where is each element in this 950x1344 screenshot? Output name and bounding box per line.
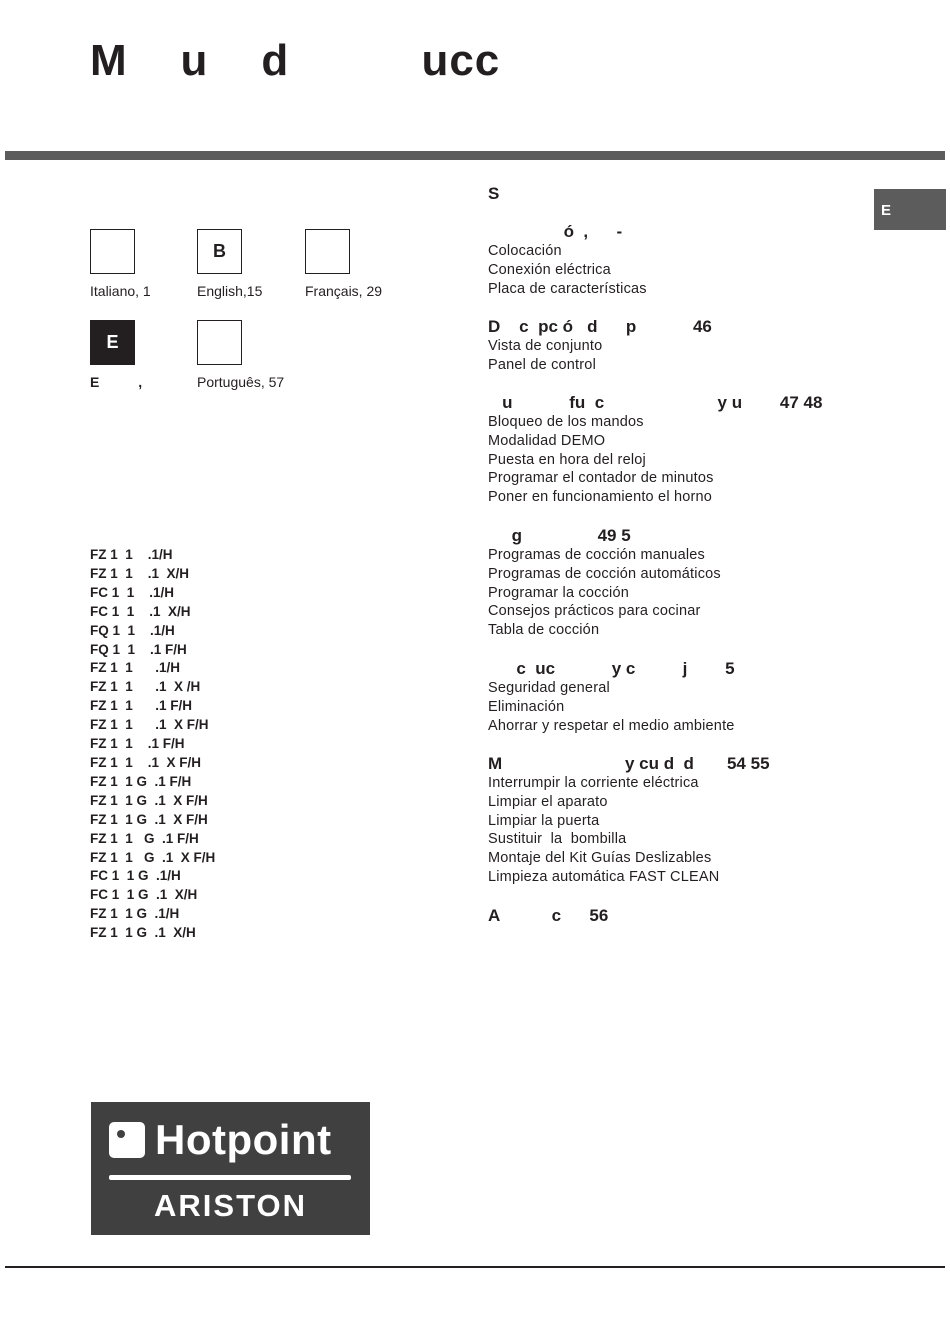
- logo-sub-text: ARISTON: [154, 1188, 307, 1223]
- language-box-active: E: [90, 320, 135, 365]
- model-item: FZ 1 1 G .1 X F/H: [90, 792, 208, 808]
- toc-heading: M y cu d d 54 55: [488, 754, 770, 773]
- toc-item[interactable]: Sustituir la bombilla: [488, 831, 627, 848]
- model-item: FZ 1 1 .1 X F/H: [90, 717, 209, 733]
- model-item: FC 1 1 G .1 X/H: [90, 887, 198, 903]
- header-divider: [5, 151, 945, 160]
- toc-item[interactable]: Montaje del Kit Guías Deslizables: [488, 850, 712, 867]
- toc-item[interactable]: Interrumpir la corriente eléctrica: [488, 775, 699, 791]
- toc-item[interactable]: Poner en funcionamiento el horno: [488, 489, 713, 506]
- model-item: FQ 1 1 .1/H: [90, 622, 175, 638]
- model-item: FC 1 1 G .1/H: [90, 868, 181, 884]
- toc-section-programs: [488, 526, 721, 640]
- logo-mark-icon: [109, 1122, 145, 1158]
- toc-item[interactable]: Tabla de cocción: [488, 622, 600, 639]
- model-item: FZ 1 1 G .1 F/H: [90, 830, 199, 846]
- model-list: [90, 546, 215, 943]
- toc-item[interactable]: Programar el contador de minutos: [488, 470, 714, 487]
- logo-rule: [109, 1175, 351, 1180]
- toc-item[interactable]: Eliminación: [488, 698, 565, 715]
- language-box: B: [197, 229, 242, 274]
- toc-item[interactable]: Placa de características: [488, 280, 647, 297]
- toc-item[interactable]: Puesta en hora del reloj: [488, 451, 646, 468]
- model-item: FC 1 1 .1/H: [90, 584, 175, 600]
- toc-title-block: [488, 184, 499, 204]
- model-item: FC 1 1 .1 X/H: [90, 603, 191, 619]
- language-label: English,15: [197, 283, 263, 299]
- model-item: FZ 1 1 G .1 X/H: [90, 925, 196, 941]
- toc-section-maintenance: [488, 754, 770, 887]
- toc-section-description: [488, 317, 712, 375]
- toc-item[interactable]: Programas de cocción manuales: [488, 547, 705, 563]
- toc-item[interactable]: Bloqueo de los mandos: [488, 414, 644, 430]
- model-item: FZ 1 1 .1 F/H: [90, 698, 193, 714]
- model-item: FZ 1 1 .1 X /H: [90, 679, 201, 695]
- toc-heading: g 49 5: [488, 526, 631, 545]
- model-item: FZ 1 1 .1/H: [90, 547, 173, 562]
- footer-divider: [5, 1266, 945, 1268]
- language-side-tab[interactable]: E: [874, 189, 946, 230]
- toc-section-start-up: [488, 393, 822, 507]
- logo-brand: [109, 1116, 332, 1164]
- toc-item[interactable]: Consejos prácticos para cocinar: [488, 603, 701, 620]
- model-item: FZ 1 1 .1 X F/H: [90, 754, 202, 770]
- model-item: FZ 1 1 .1 X/H: [90, 565, 190, 581]
- toc-item[interactable]: Limpiar la puerta: [488, 812, 600, 829]
- hotpoint-ariston-logo: [91, 1102, 370, 1235]
- toc-item[interactable]: Programar la cocción: [488, 584, 629, 601]
- model-item: FQ 1 1 .1 F/H: [90, 641, 187, 657]
- toc-item[interactable]: Programas de cocción automáticos: [488, 565, 721, 582]
- toc-item[interactable]: Conexión eléctrica: [488, 261, 611, 278]
- model-item: FZ 1 1 .1/H: [90, 660, 181, 676]
- toc-heading[interactable]: A c 56: [488, 906, 609, 925]
- toc-section-assistance: [488, 906, 608, 926]
- language-label: Português, 57: [197, 374, 285, 390]
- toc-heading: ó , -: [488, 222, 623, 241]
- toc-item[interactable]: Ahorrar y respetar el medio ambiente: [488, 717, 735, 734]
- toc-title: S: [488, 184, 500, 203]
- toc-heading: c uc y c j 5: [488, 659, 735, 678]
- toc-item[interactable]: Limpieza automática FAST CLEAN: [488, 868, 720, 885]
- toc-section-precautions: [488, 659, 735, 735]
- model-item: FZ 1 1 G .1 X F/H: [90, 811, 208, 827]
- toc-item[interactable]: Panel de control: [488, 356, 596, 373]
- toc-section-installation: [488, 222, 647, 298]
- page-title: M u d ucc: [90, 36, 501, 85]
- logo-brand-text: Hotpoint: [155, 1116, 332, 1163]
- language-label: E ,: [90, 374, 143, 390]
- toc-item[interactable]: Colocación: [488, 243, 562, 259]
- toc-item[interactable]: Modalidad DEMO: [488, 432, 606, 449]
- language-box: [197, 320, 242, 365]
- toc-item[interactable]: Seguridad general: [488, 680, 610, 696]
- model-item: FZ 1 1 G .1 X F/H: [90, 849, 216, 865]
- model-item: FZ 1 1 G .1 F/H: [90, 773, 192, 789]
- toc-item[interactable]: Limpiar el aparato: [488, 793, 608, 810]
- language-box: [305, 229, 350, 274]
- model-item: FZ 1 1 .1 F/H: [90, 736, 185, 752]
- language-box: [90, 229, 135, 274]
- language-label: Italiano, 1: [90, 283, 151, 299]
- toc-heading: D c pc ó d p 46: [488, 317, 712, 336]
- model-item: FZ 1 1 G .1/H: [90, 906, 180, 922]
- toc-heading: u fu c y u 47 48: [488, 393, 823, 412]
- language-label: Français, 29: [305, 283, 383, 299]
- toc-item[interactable]: Vista de conjunto: [488, 338, 603, 354]
